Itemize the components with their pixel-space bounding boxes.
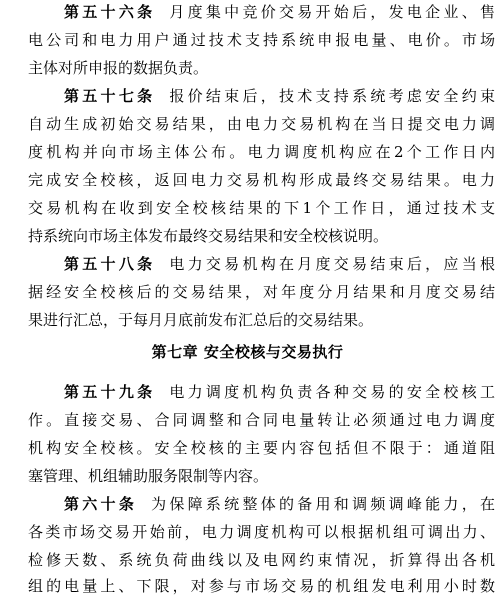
article-56-line-1 xyxy=(64,0,495,24)
chapter-title: 第七章 安全校核与交易执行 xyxy=(151,343,344,361)
article-56-heading: 第五十六条 xyxy=(64,3,156,21)
article-57-line-6: 持系统向市场主体发布最终交易结果和安全校核说明。 xyxy=(28,227,389,245)
article-59-heading: 第五十九条 xyxy=(64,383,156,401)
article-58-line-2: 据经安全校核后的交易结果，对年度分月结果和月度交易结 xyxy=(28,283,495,301)
article-57-heading: 第五十七条 xyxy=(64,87,156,105)
article-60-line-4: 组的电量上、下限，对参与市场交易的机组发电利用小时数 xyxy=(28,577,495,595)
article-57-line-5: 交易机构在收到安全校核结果的下1个工作日，通过技术支 xyxy=(28,199,495,217)
article-56-line-2: 电公司和电力用户通过技术支持系统申报电量、电价。市场 xyxy=(28,31,495,49)
article-58-line-1 xyxy=(64,252,495,276)
article-60-line-1 xyxy=(64,492,495,516)
article-57-line-2: 自动生成初始交易结果，由电力交易机构在当日提交电力调 xyxy=(28,115,495,133)
article-59-line-3: 机构安全校核。安全校核的主要内容包括但不限于：通道阻 xyxy=(28,439,495,457)
article-57-line-1 xyxy=(64,84,495,108)
article-59-text-1: 电力调度机构负责各种交易的安全校核工 xyxy=(169,383,495,401)
article-60-line-2: 各类市场交易开始前，电力调度机构可以根据机组可调出力、 xyxy=(28,523,495,541)
article-58-heading: 第五十八条 xyxy=(64,255,156,273)
article-59-line-2: 作。直接交易、合同调整和合同电量转让必须通过电力调度 xyxy=(28,411,495,429)
article-60-heading: 第六十条 xyxy=(64,495,138,513)
article-59-line-4: 塞管理、机组辅助服务限制等内容。 xyxy=(28,467,269,485)
article-57-line-3: 度机构并向市场主体公布。电力调度机构应在2个工作日内 xyxy=(28,143,495,161)
article-58-line-3: 果进行汇总，于每月月底前发布汇总后的交易结果。 xyxy=(28,311,374,329)
article-57-line-4: 完成安全校核，返回电力交易机构形成最终交易结果。电力 xyxy=(28,171,495,189)
article-56-line-3: 主体对所申报的数据负责。 xyxy=(28,59,209,77)
article-56-text-1: 月度集中竞价交易开始后，发电企业、售 xyxy=(169,3,495,21)
article-58-text-1: 电力交易机构在月度交易结束后，应当根 xyxy=(169,255,495,273)
article-57-text-1: 报价结束后，技术支持系统考虑安全约束 xyxy=(169,87,495,105)
article-59-line-1 xyxy=(64,380,495,404)
article-60-text-1: 为保障系统整体的备用和调频调峰能力，在 xyxy=(151,495,495,513)
article-60-line-3: 检修天数、系统负荷曲线以及电网约束情况，折算得出各机 xyxy=(28,551,495,569)
